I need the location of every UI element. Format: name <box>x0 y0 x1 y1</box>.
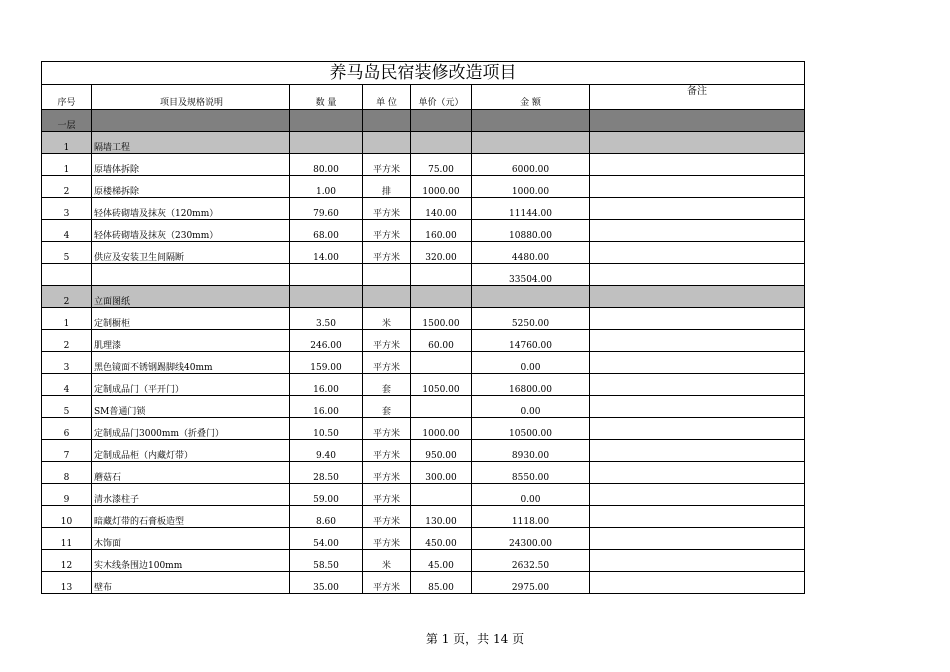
cell-price <box>411 396 472 418</box>
cell-amount: 33504.00 <box>472 264 590 286</box>
header-item: 项目及规格说明 <box>92 85 290 110</box>
cell-qty: 10.50 <box>290 418 363 440</box>
cell-remark <box>590 176 805 198</box>
header-no: 序号 <box>42 85 92 110</box>
cell-unit: 排 <box>363 176 411 198</box>
cell-price: 1000.00 <box>411 176 472 198</box>
cell-qty: 80.00 <box>290 154 363 176</box>
cell-price <box>411 132 472 154</box>
table-row <box>42 550 805 572</box>
cell-remark <box>590 418 805 440</box>
section-row <box>42 110 805 132</box>
header-amount: 金 额 <box>472 85 590 110</box>
cell-price: 950.00 <box>411 440 472 462</box>
cell-qty: 3.50 <box>290 308 363 330</box>
cell-remark <box>590 264 805 286</box>
table-row <box>42 352 805 374</box>
cell-item: 木饰面 <box>92 528 290 550</box>
cell-amount: 10880.00 <box>472 220 590 242</box>
cell-no: 8 <box>42 462 92 484</box>
cell-qty: 246.00 <box>290 330 363 352</box>
cell-unit: 米 <box>363 308 411 330</box>
cell-item: 黑色镜面不锈钢踢脚线40mm <box>92 352 290 374</box>
cell-price: 130.00 <box>411 506 472 528</box>
cell-item: 蘑菇石 <box>92 462 290 484</box>
cell-price: 450.00 <box>411 528 472 550</box>
cell-remark <box>590 308 805 330</box>
cell-item: SM普通门锁 <box>92 396 290 418</box>
cell-remark <box>590 286 805 308</box>
cell-item: 原墙体拆除 <box>92 154 290 176</box>
cell-unit: 平方米 <box>363 242 411 264</box>
cell-price <box>411 352 472 374</box>
cell-qty: 159.00 <box>290 352 363 374</box>
cell-amount: 0.00 <box>472 484 590 506</box>
cell-amount: 1118.00 <box>472 506 590 528</box>
cell-amount <box>472 132 590 154</box>
cell-unit: 平方米 <box>363 484 411 506</box>
table-row <box>42 242 805 264</box>
cell-qty: 59.00 <box>290 484 363 506</box>
table-row <box>42 462 805 484</box>
table-row <box>42 528 805 550</box>
cell-amount: 6000.00 <box>472 154 590 176</box>
cell-amount: 10500.00 <box>472 418 590 440</box>
cell-item: 定制成品门3000mm（折叠门） <box>92 418 290 440</box>
cell-amount <box>472 110 590 132</box>
cell-item: 定制成品柜（内藏灯带） <box>92 440 290 462</box>
cell-amount: 16800.00 <box>472 374 590 396</box>
cell-remark <box>590 242 805 264</box>
table-row <box>42 572 805 594</box>
cell-price <box>411 264 472 286</box>
cell-price: 320.00 <box>411 242 472 264</box>
cell-remark <box>590 198 805 220</box>
cell-remark <box>590 528 805 550</box>
cell-no: 1 <box>42 132 92 154</box>
cell-price: 1000.00 <box>411 418 472 440</box>
cell-remark <box>590 572 805 594</box>
cell-no: 1 <box>42 154 92 176</box>
cell-no: 12 <box>42 550 92 572</box>
cell-remark <box>590 484 805 506</box>
cell-price: 140.00 <box>411 198 472 220</box>
cell-no: 2 <box>42 286 92 308</box>
cell-remark <box>590 110 805 132</box>
cell-amount: 8930.00 <box>472 440 590 462</box>
cell-amount <box>472 286 590 308</box>
cell-unit: 平方米 <box>363 198 411 220</box>
cell-item: 暗藏灯带的石膏板造型 <box>92 506 290 528</box>
cell-qty: 16.00 <box>290 374 363 396</box>
title-row <box>42 62 805 85</box>
cell-no: 9 <box>42 484 92 506</box>
cell-no: 2 <box>42 330 92 352</box>
section-row <box>42 286 805 308</box>
cell-amount: 2632.50 <box>472 550 590 572</box>
cell-unit <box>363 110 411 132</box>
cell-price: 45.00 <box>411 550 472 572</box>
subtotal-row <box>42 264 805 286</box>
table-row <box>42 330 805 352</box>
cell-unit: 套 <box>363 396 411 418</box>
cell-unit: 平方米 <box>363 154 411 176</box>
cell-remark <box>590 352 805 374</box>
cell-unit <box>363 286 411 308</box>
cell-no: 11 <box>42 528 92 550</box>
cell-no: 6 <box>42 418 92 440</box>
cell-qty <box>290 132 363 154</box>
cell-no: 一层 <box>42 110 92 132</box>
cell-remark <box>590 462 805 484</box>
cell-item: 清水漆柱子 <box>92 484 290 506</box>
cell-no: 4 <box>42 374 92 396</box>
cell-item: 实木线条围边100mm <box>92 550 290 572</box>
table-row <box>42 506 805 528</box>
cell-item: 肌理漆 <box>92 330 290 352</box>
cell-qty: 14.00 <box>290 242 363 264</box>
cell-no <box>42 264 92 286</box>
cell-item: 立面图纸 <box>92 286 290 308</box>
cell-no: 7 <box>42 440 92 462</box>
cell-remark <box>590 330 805 352</box>
cell-remark <box>590 396 805 418</box>
cell-item: 壁布 <box>92 572 290 594</box>
cell-price: 85.00 <box>411 572 472 594</box>
cell-item: 定制成品门（平开门） <box>92 374 290 396</box>
header-remark: 备注 <box>590 85 805 110</box>
table-row <box>42 440 805 462</box>
header-unit: 单 位 <box>363 85 411 110</box>
cell-item: 供应及安装卫生间隔断 <box>92 242 290 264</box>
header-qty: 数 量 <box>290 85 363 110</box>
cell-price: 1500.00 <box>411 308 472 330</box>
table-row <box>42 484 805 506</box>
cell-remark <box>590 506 805 528</box>
cell-remark <box>590 132 805 154</box>
table-row <box>42 220 805 242</box>
cell-amount: 8550.00 <box>472 462 590 484</box>
cell-qty: 68.00 <box>290 220 363 242</box>
cell-no: 5 <box>42 242 92 264</box>
cell-unit: 平方米 <box>363 506 411 528</box>
cell-qty: 28.50 <box>290 462 363 484</box>
cell-unit: 平方米 <box>363 352 411 374</box>
cell-price <box>411 110 472 132</box>
cell-unit: 米 <box>363 550 411 572</box>
cell-price: 300.00 <box>411 462 472 484</box>
header-price: 单价（元） <box>411 85 472 110</box>
cell-qty <box>290 110 363 132</box>
cell-unit: 平方米 <box>363 528 411 550</box>
cell-no: 5 <box>42 396 92 418</box>
cell-remark <box>590 220 805 242</box>
table-row <box>42 418 805 440</box>
cell-qty: 79.60 <box>290 198 363 220</box>
cell-no: 1 <box>42 308 92 330</box>
cell-unit: 平方米 <box>363 440 411 462</box>
cell-item: 轻体砖砌墙及抹灰（120mm） <box>92 198 290 220</box>
cell-item: 原楼梯拆除 <box>92 176 290 198</box>
cell-no: 3 <box>42 198 92 220</box>
cell-amount: 2975.00 <box>472 572 590 594</box>
cell-item <box>92 110 290 132</box>
cell-remark <box>590 154 805 176</box>
cell-remark <box>590 550 805 572</box>
cell-remark <box>590 440 805 462</box>
cell-unit: 平方米 <box>363 572 411 594</box>
cell-amount: 4480.00 <box>472 242 590 264</box>
cell-amount: 0.00 <box>472 352 590 374</box>
cell-qty <box>290 264 363 286</box>
cell-qty: 9.40 <box>290 440 363 462</box>
cell-item: 轻体砖砌墙及抹灰（230mm） <box>92 220 290 242</box>
cell-qty: 16.00 <box>290 396 363 418</box>
cell-price: 160.00 <box>411 220 472 242</box>
table-row <box>42 396 805 418</box>
cell-unit: 平方米 <box>363 220 411 242</box>
table-row <box>42 198 805 220</box>
cell-remark <box>590 374 805 396</box>
cell-qty: 35.00 <box>290 572 363 594</box>
table-row <box>42 308 805 330</box>
cell-unit <box>363 132 411 154</box>
cell-qty: 58.50 <box>290 550 363 572</box>
cell-amount: 1000.00 <box>472 176 590 198</box>
cell-unit: 平方米 <box>363 330 411 352</box>
cell-price: 75.00 <box>411 154 472 176</box>
table-row <box>42 154 805 176</box>
cell-qty: 54.00 <box>290 528 363 550</box>
cell-amount: 24300.00 <box>472 528 590 550</box>
cell-price <box>411 484 472 506</box>
cell-unit: 套 <box>363 374 411 396</box>
quotation-table <box>41 61 805 594</box>
cell-qty: 1.00 <box>290 176 363 198</box>
page-footer: 第 1 页，共 14 页 <box>425 632 525 646</box>
cell-item: 定制橱柜 <box>92 308 290 330</box>
table-row <box>42 374 805 396</box>
table-row <box>42 176 805 198</box>
cell-item <box>92 264 290 286</box>
page-title: 养马岛民宿装修改造项目 <box>42 62 805 85</box>
cell-no: 13 <box>42 572 92 594</box>
cell-qty: 8.60 <box>290 506 363 528</box>
cell-amount: 0.00 <box>472 396 590 418</box>
cell-amount: 5250.00 <box>472 308 590 330</box>
cell-price: 60.00 <box>411 330 472 352</box>
cell-unit: 平方米 <box>363 462 411 484</box>
cell-no: 4 <box>42 220 92 242</box>
section-row <box>42 132 805 154</box>
cell-no: 2 <box>42 176 92 198</box>
cell-unit <box>363 264 411 286</box>
cell-amount: 14760.00 <box>472 330 590 352</box>
cell-amount: 11144.00 <box>472 198 590 220</box>
cell-item: 隔墙工程 <box>92 132 290 154</box>
cell-unit: 平方米 <box>363 418 411 440</box>
cell-price: 1050.00 <box>411 374 472 396</box>
cell-qty <box>290 286 363 308</box>
cell-price <box>411 286 472 308</box>
cell-no: 3 <box>42 352 92 374</box>
cell-no: 10 <box>42 506 92 528</box>
header-row <box>42 85 805 110</box>
